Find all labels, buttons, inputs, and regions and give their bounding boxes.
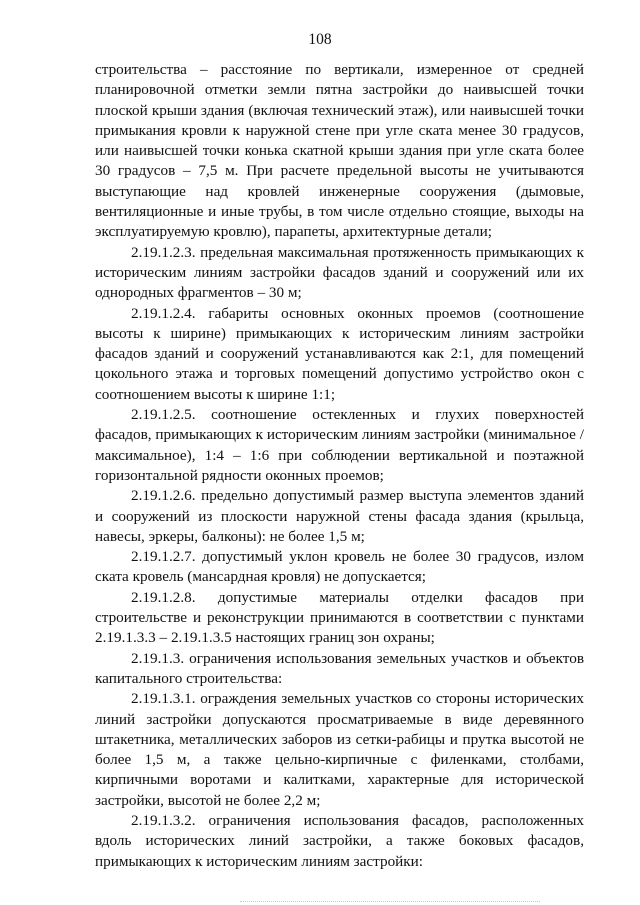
paragraph-2-19-1-2-8: 2.19.1.2.8. допустимые материалы отделки фасадов при строительстве и реконструкции принимаются в соответствии с пунктами 2.19.1.3.3 – 2.19.1.3.5 настоящих границ зон охраны; xyxy=(95,588,584,647)
paragraph-2-19-1-2-5: 2.19.1.2.5. соотношение остекленных и глухих поверхностей фасадов, примыкающих к историческим линиям застройки (минимальное / максимальное), 1:4 – 1:6 при соблюдении вертикальной и поэтажной горизонтальной рядности оконных проемов; xyxy=(95,406,584,484)
paragraph-2-19-1-3-2: 2.19.1.3.2. ограничения использования фасадов, расположенных вдоль исторических линий застройки, а также боковых фасадов, примыкающих к историческим линиям застройки: xyxy=(95,811,584,870)
paragraph-2-19-1-2-4: 2.19.1.2.4. габариты основных оконных проемов (соотношение высоты к ширине) примыкающих к историческим линиям застройки фасадов зданий и сооружений устанавливаются как 2:1, для помещений цокольного этажа и торговых помещений допустимо устройство окон с соотношением высоты к ширине 1:1; xyxy=(95,304,584,403)
paragraph-2-19-1-3-1: 2.19.1.3.1. ограждения земельных участков со стороны исторических линий застройки допускаются просматриваемые в виде деревянного штакетника, металлических заборов из сетки-рабицы и прутка высотой не более 1,5 м, а также цельно-кирпичные с филенками, столбами, кирпичными воротами и калитками, характерные для исторической застройки, высотой не более 2,2 м; xyxy=(95,690,584,809)
paragraph-2-19-1-2-3: 2.19.1.2.3. предельная максимальная протяженность примыкающих к историческим линиям застройки фасадов зданий и сооружений или их однородных фрагментов – 30 м; xyxy=(95,243,584,302)
scan-edge-mark xyxy=(240,901,540,903)
paragraph-2-19-1-2-6: 2.19.1.2.6. предельно допустимый размер выступа элементов зданий и сооружений из плоскости наружной стены фасада здания (крыльца, навесы, эркеры, балконы): не более 1,5 м; xyxy=(95,487,584,545)
paragraph-2-19-1-2-7: 2.19.1.2.7. допустимый уклон кровель не более 30 градусов, излом ската кровель (мансардная кровля) не допускается; xyxy=(95,548,584,586)
document-body xyxy=(95,60,584,872)
paragraph-2-19-1-3: 2.19.1.3. ограничения использования земельных участков и объектов капитального строительства: xyxy=(95,649,584,687)
page-number: 108 xyxy=(308,31,332,48)
paragraph-continuation: строительства – расстояние по вертикали, измеренное от средней планировочной отметки земли пятна застройки до наивысшей точки плоской крыши здания (включая технический этаж), или наивысшей точки примыкания кровли к наружной стене при угле ската менее 30 градусов, или наивысшей точки конька скатной крыши здания при угле ската более 30 градусов – 7,5 м. При расчете предельной высоты не учитываются выступающие над кровлей инженерные сооружения (дымовые, вентиляционные и иные трубы, в том числе отдельно стоящие, выходы на эксплуатируемую кровлю), парапеты, архитектурные детали; xyxy=(95,61,584,241)
